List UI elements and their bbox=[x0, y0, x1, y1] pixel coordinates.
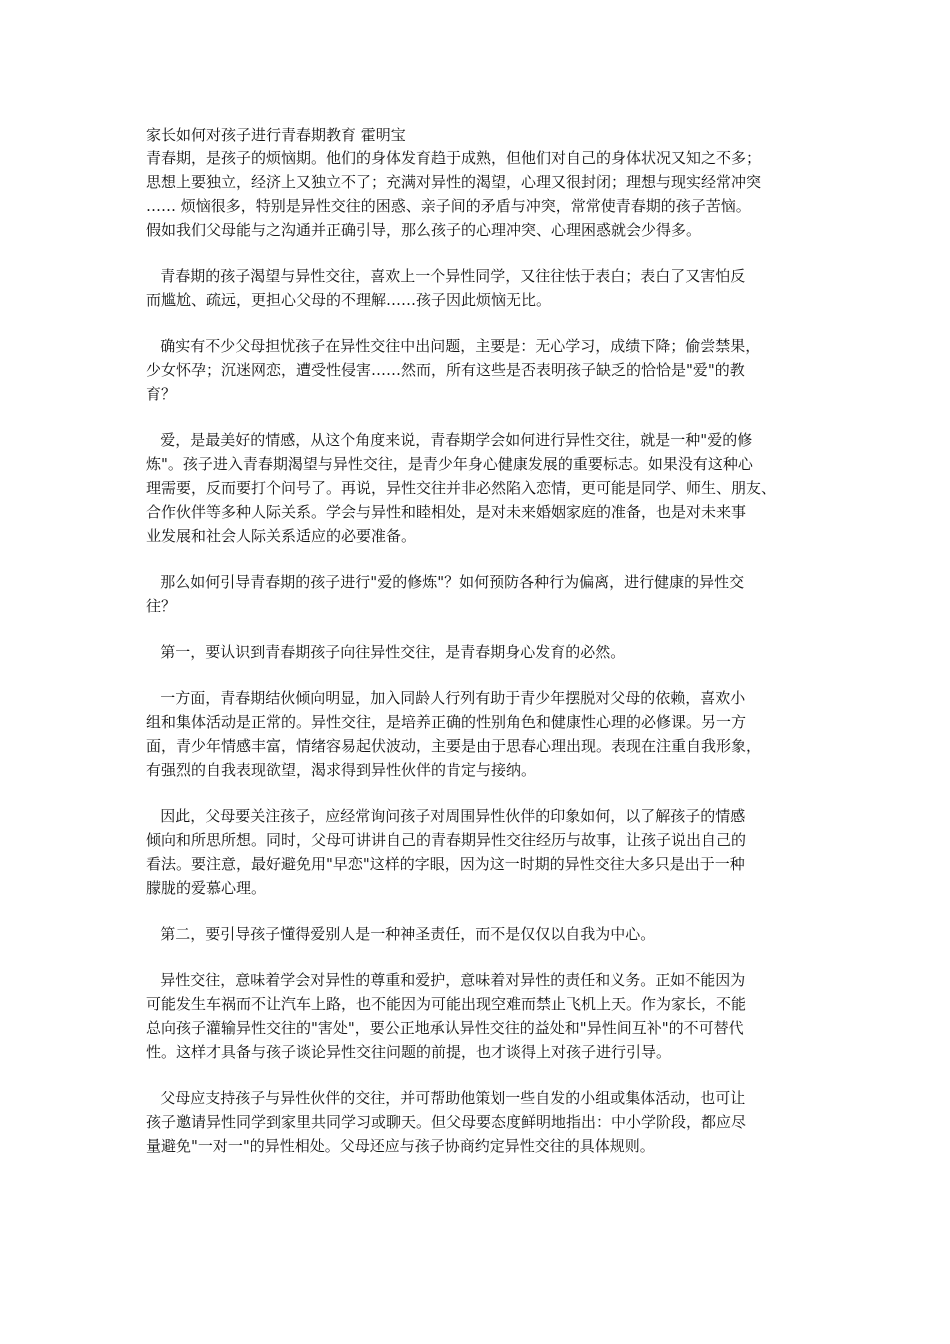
text-line: 思想上要独立，经济上又独立不了；充满对异性的渴望，心理又很封闭；理想与现实经常冲突 bbox=[146, 173, 762, 191]
text-line: 炼"。孩子进入青春期渴望与异性交往，是青少年身心健康发展的重要标志。如果没有这种心 bbox=[146, 455, 753, 473]
text-line: 有强烈的自我表现欲望，渴求得到异性伙伴的肯定与接纳。 bbox=[146, 761, 537, 779]
text-line: 看法。要注意，最好避免用"早恋"这样的字眼，因为这一时期的异性交往大多只是出于一种 bbox=[146, 855, 745, 873]
text-line: 第二，要引导孩子懂得爱别人是一种神圣责任，而不是仅仅以自我为中心。 bbox=[146, 925, 656, 943]
text-line: 孩子邀请异性同学到家里共同学习或聊天。但父母要态度鲜明地指出：中小学阶段，都应尽 bbox=[146, 1113, 747, 1131]
text-line: 青春期，是孩子的烦恼期。他们的身体发育趋于成熟，但他们对自己的身体状况又知之不多； bbox=[146, 149, 762, 167]
text-line: 假如我们父母能与之沟通并正确引导，那么孩子的心理冲突、心理困惑就会少得多。 bbox=[146, 221, 702, 239]
text-line: 育？ bbox=[146, 385, 177, 403]
text-line: 爱，是最美好的情感，从这个角度来说，青春期学会如何进行异性交往，就是一种"爱的修 bbox=[146, 431, 753, 449]
text-line: 朦胧的爱慕心理。 bbox=[146, 879, 267, 897]
text-line: 量避免"一对一"的异性相处。父母还应与孩子协商约定异性交往的具体规则。 bbox=[146, 1137, 655, 1155]
document-body bbox=[146, 146, 811, 1158]
text-line: 因此，父母要关注孩子，应经常询问孩子对周围异性伙伴的印象如何，以了解孩子的情感 bbox=[146, 807, 746, 825]
paragraph bbox=[146, 686, 811, 782]
text-line: 组和集体活动是正常的。异性交往，是培养正确的性别角色和健康性心理的必修课。另一方 bbox=[146, 713, 747, 731]
text-line: 往？ bbox=[146, 597, 177, 615]
text-line: 青春期的孩子渴望与异性交往，喜欢上一个异性同学，又往往怯于表白；表白了又害怕反 bbox=[146, 267, 746, 285]
text-line: 性。这样才具备与孩子谈论异性交往问题的前提，也才谈得上对孩子进行引导。 bbox=[146, 1043, 672, 1061]
text-line: …… 烦恼很多，特别是异性交往的困惑、亲子间的矛盾与冲突，常常使青春期的孩子苦恼。 bbox=[146, 197, 751, 215]
text-line: 确实有不少父母担忧孩子在异性交往中出问题，主要是：无心学习，成绩下降；偷尝禁果， bbox=[146, 337, 761, 355]
document-title: 家长如何对孩子进行青春期教育 霍明宝 bbox=[146, 126, 406, 144]
text-line: 倾向和所思所想。同时，父母可讲讲自己的青春期异性交往经历与故事，让孩子说出自己的 bbox=[146, 831, 747, 849]
text-line: 合作伙伴等多种人际关系。学会与异性和睦相处，是对未来婚姻家庭的准备，也是对未来事 bbox=[146, 503, 747, 521]
paragraph bbox=[146, 146, 811, 242]
text-line: 一方面，青春期结伙倾向明显，加入同龄人行列有助于青少年摆脱对父母的依赖，喜欢小 bbox=[146, 689, 746, 707]
text-line: 可能发生车祸而不让汽车上路，也不能因为可能出现空难而禁止飞机上天。作为家长，不能 bbox=[146, 995, 747, 1013]
text-line: 面，青少年情感丰富，情绪容易起伏波动，主要是由于思春心理出现。表现在注重自我形象， bbox=[146, 737, 762, 755]
text-line: 第一，要认识到青春期孩子向往异性交往，是青春期身心发育的必然。 bbox=[146, 643, 626, 661]
text-line: 而尴尬、疏远，更担心父母的不理解……孩子因此烦恼无比。 bbox=[146, 291, 552, 309]
document-page bbox=[146, 124, 811, 1180]
text-line: 父母应支持孩子与异性伙伴的交往，并可帮助他策划一些自发的小组或集体活动，也可让 bbox=[146, 1089, 746, 1107]
text-line: 总向孩子灌输异性交往的"害处"，要公正地承认异性交往的益处和"异性间互补"的不可替代 bbox=[146, 1019, 744, 1037]
paragraph bbox=[146, 570, 811, 618]
paragraph bbox=[146, 804, 811, 900]
text-line: 那么如何引导青春期的孩子进行"爱的修炼"？如何预防各种行为偏离，进行健康的异性交 bbox=[146, 573, 745, 591]
text-line: 少女怀孕；沉迷网恋，遭受性侵害……然而，所有这些是否表明孩子缺乏的恰恰是"爱"的教 bbox=[146, 361, 745, 379]
paragraph bbox=[146, 264, 811, 312]
text-line: 异性交往，意味着学会对异性的尊重和爱护，意味着对异性的责任和义务。正如不能因为 bbox=[146, 971, 746, 989]
paragraph bbox=[146, 1086, 811, 1158]
paragraph bbox=[146, 922, 811, 946]
text-line: 业发展和社会人际关系适应的必要准备。 bbox=[146, 527, 417, 545]
paragraph bbox=[146, 640, 811, 664]
text-line: 理需要，反而要打个问号了。再说，异性交往并非必然陷入恋情，更可能是同学、师生、朋友、 bbox=[146, 479, 777, 497]
paragraph bbox=[146, 968, 811, 1064]
paragraph bbox=[146, 334, 811, 406]
paragraph bbox=[146, 428, 811, 548]
